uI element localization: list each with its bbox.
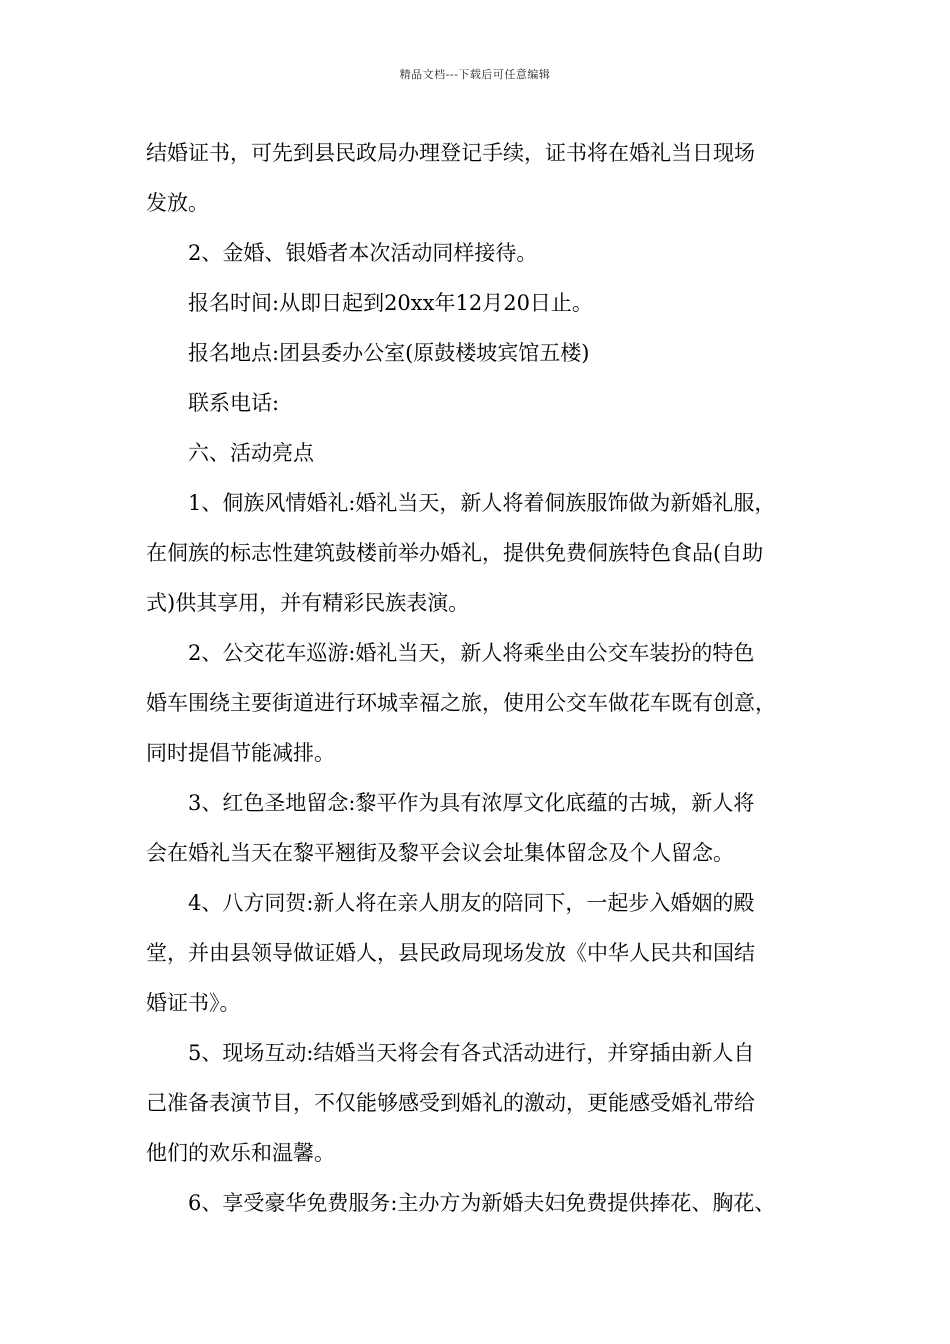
text-line: 式)供其享用，并有精彩民族表演。: [146, 591, 470, 615]
text-line: 婚证书》。: [146, 991, 241, 1015]
paragraph-highlight-6: [146, 1178, 826, 1228]
text-line: 发放。: [146, 191, 209, 215]
paragraph-registration-note: [146, 128, 826, 228]
text-line: 6、享受豪华免费服务:主办方为新婚夫妇免费提供捧花、胸花、: [188, 1191, 776, 1215]
text-line: 报名地点:团县委办公室(原鼓楼坡宾馆五楼): [188, 341, 590, 365]
paragraph-gold-silver: [146, 228, 826, 278]
paragraph-highlight-3: [146, 778, 826, 878]
text-line: 结婚证书，可先到县民政局办理登记手续，证书将在婚礼当日现场: [146, 141, 755, 165]
text-line: 2、金婚、银婚者本次活动同样接待。: [188, 241, 538, 265]
text-line: 堂，并由县领导做证婚人，县民政局现场发放《中华人民共和国结: [146, 941, 755, 965]
text-line: 报名时间:从即日起到20xx年12月20日止。: [188, 291, 593, 315]
text-line: 他们的欢乐和温馨。: [146, 1141, 335, 1165]
text-line: 在侗族的标志性建筑鼓楼前举办婚礼，提供免费侗族特色食品(自助: [146, 541, 764, 565]
text-line: 2、公交花车巡游:婚礼当天，新人将乘坐由公交车装扮的特色: [188, 641, 755, 665]
section-heading-highlights: [146, 428, 826, 478]
paragraph-highlight-1: [146, 478, 826, 628]
paragraph-highlight-4: [146, 878, 826, 1028]
text-line: 4、八方同贺:新人将在亲人朋友的陪同下，一起步入婚姻的殿: [188, 891, 755, 915]
text-line: 六、活动亮点: [188, 441, 314, 465]
text-line: 5、现场互动:结婚当天将会有各式活动进行，并穿插由新人自: [188, 1041, 755, 1065]
text-line: 3、红色圣地留念:黎平作为具有浓厚文化底蕴的古城，新人将: [188, 791, 755, 815]
paragraph-contact-phone: [146, 378, 826, 428]
text-line: 联系电话:: [188, 391, 280, 415]
paragraph-signup-time: [146, 278, 826, 328]
text-line: 婚车围绕主要街道进行环城幸福之旅，使用公交车做花车既有创意，: [146, 691, 776, 715]
paragraph-highlight-5: [146, 1028, 826, 1178]
paragraph-signup-location: [146, 328, 826, 378]
page-header: 精品文档---下载后可任意编辑: [399, 68, 551, 81]
text-line: 1、侗族风情婚礼:婚礼当天，新人将着侗族服饰做为新婚礼服，: [188, 491, 776, 515]
text-line: 会在婚礼当天在黎平翘街及黎平会议会址集体留念及个人留念。: [146, 841, 734, 865]
text-line: 同时提倡节能减排。: [146, 741, 335, 765]
paragraph-highlight-2: [146, 628, 826, 778]
text-line: 己准备表演节目，不仅能够感受到婚礼的激动，更能感受婚礼带给: [146, 1091, 755, 1115]
document-body: [146, 128, 826, 1228]
